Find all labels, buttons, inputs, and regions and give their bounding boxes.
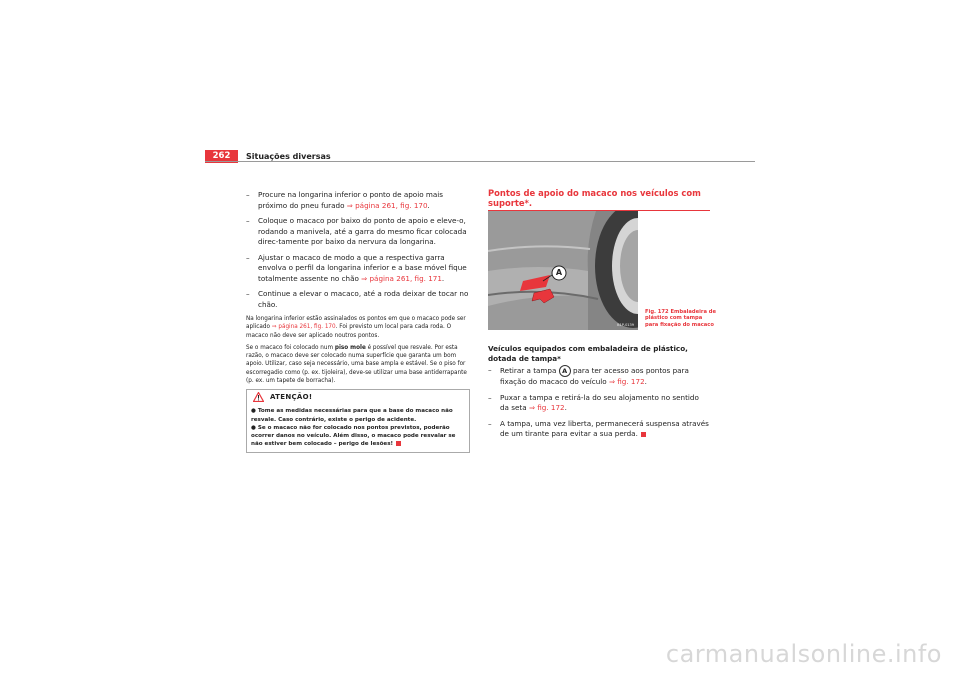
info-paragraph [246,315,470,340]
step-text: para ter acesso aos pontos para fixação do macaco do veículo [500,366,689,386]
warning-box [246,389,470,453]
step-item [488,419,710,440]
cross-reference-link[interactable]: ⇒ fig. 172 [528,403,565,412]
right-column [488,188,710,211]
warning-text: Tome as medidas necessárias para que a base do macaco não resvale. Caso contrário, existe o perigo de acidente. [251,408,453,423]
cross-reference-link[interactable]: ⇒ fig. 172 [608,377,645,386]
figure-172 [488,211,638,330]
dash-marker: – [246,190,250,199]
figure-code: B1P-0139 [617,323,634,327]
step-text: Ajustar o macaco de modo a que a respectiva garra envolva o perfil da longarina inferior e a base móvel fique totalmente assente no chão [258,252,467,283]
para-emphasis: piso mole [334,344,366,351]
warning-body [247,404,469,452]
step-item [246,190,470,211]
step-text: Procure na longarina inferior o ponto de apoio mais próximo do pneu furado [258,190,444,210]
step-item [488,365,710,388]
step-text: Continue a elevar o macaco, até a roda deixar de tocar no chão. [258,289,469,309]
section-title: Pontos de apoio do macaco nos veículos com suporte*. [488,188,710,211]
end-of-section-icon [641,432,646,437]
figure-callout-a: A [555,268,563,277]
figure-caption: Fig. 172 Embaladeira de plástico com tampa para fixação do macaco [645,309,716,328]
step-end: . [644,377,647,386]
cross-reference-link[interactable]: ⇒ página 261, fig. 170 [346,200,428,210]
running-title: Situações diversas [246,152,331,161]
bullet-icon: ● [251,408,256,415]
para-text: é possível que resvale. Por esta razão, o macaco deve ser colocado numa superfície que garanta um bom apoio. Utilizar, caso seja necessário, uma base ampla e estável. Se o piso for escorregadio como (p. ex. tijoleira), deve-se utilizar uma base antiderrapante (p. ex. um tapete de borracha). [246,344,467,385]
step-end: . [427,200,430,210]
dash-marker: – [246,289,250,298]
dash-marker: – [246,216,250,225]
warning-item [251,424,465,449]
info-paragraph [246,344,470,385]
warning-header [247,390,469,404]
callout-a-marker: A [559,365,571,377]
step-text: Puxar a tampa e retirá-la do seu alojamento no sentido da seta [500,392,699,412]
step-text: Coloque o macaco por baixo do ponto de apoio e eleve-o, rodando a manivela, até a garra do mesmo ficar colocada direc-tamente por baixo da nervura da longarina. [258,216,467,246]
subheading: Veículos equipados com embaladeira de plástico, dotada de tampa* [488,344,688,363]
para-text: Se o macaco foi colocado num [246,344,335,351]
watermark: carmanualsonline.info [665,640,942,668]
dash-marker: – [246,252,250,262]
right-text-block [488,344,710,445]
header-rule [205,161,755,162]
warning-title: ATENÇÃO! [270,393,313,402]
para-text: . Foi previsto um local para cada roda. O macaco não deve ser aplicado noutros pontos. [246,324,452,339]
page-number: 262 [205,150,238,163]
step-item [246,216,470,248]
para-text: Na longarina inferior estão assinalados os pontos em que o macaco pode ser aplicado [246,316,466,331]
warning-text: Se o macaco não for colocado nos pontos previstos, poderão ocorrer danos no veículo. Além disso, o macaco pode resvalar se não estiver bem colocado – perigo de lesões! [251,424,456,448]
warning-triangle-icon [253,392,264,402]
dash-marker: – [488,418,492,428]
step-text: Retirar a tampa [500,366,559,375]
step-end: . [564,403,567,412]
step-item [246,253,470,285]
step-end: . [441,273,445,283]
end-of-section-icon [396,441,401,446]
cross-reference-link[interactable]: ⇒ página 261, fig. 170 [271,324,336,331]
step-text: A tampa, uma vez liberta, permanecerá suspensa através de um tirante para evitar a sua perda. [500,418,709,438]
cross-reference-link[interactable]: ⇒ página 261, fig. 171 [361,273,442,283]
step-item [488,393,710,414]
bullet-icon: ● [251,424,256,431]
step-item [246,289,470,310]
left-column [246,190,470,453]
dash-marker: – [488,365,492,374]
warning-item [251,407,465,423]
dash-marker: – [488,392,492,402]
